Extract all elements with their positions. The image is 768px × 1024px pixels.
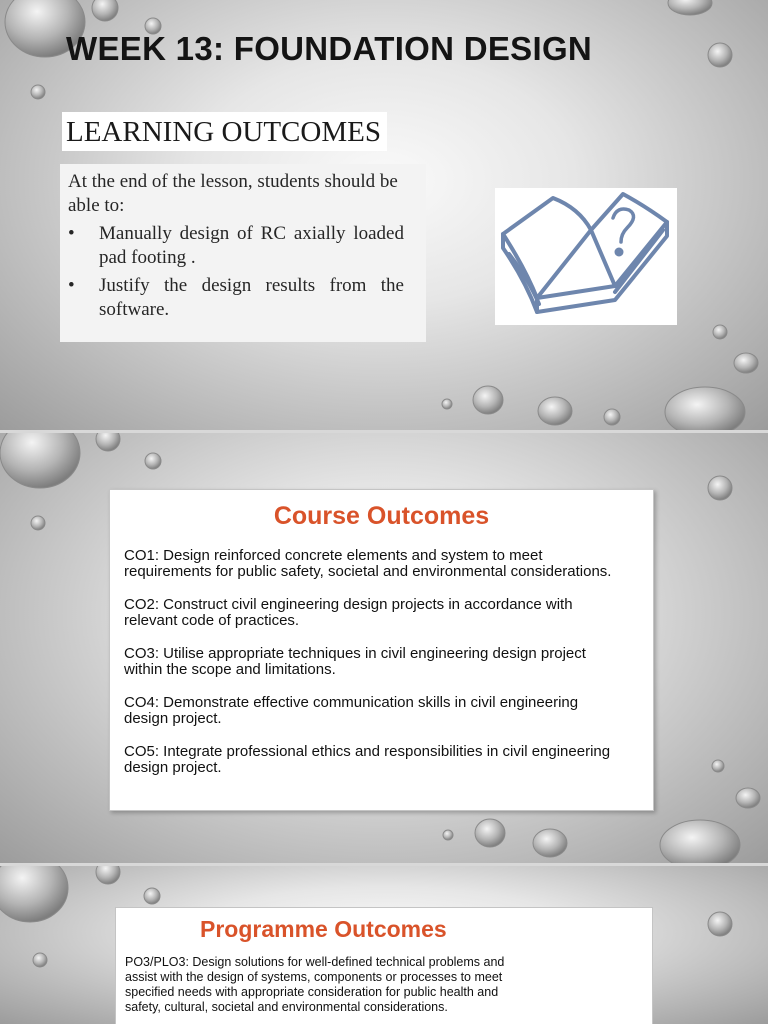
list-item: CO5: Integrate professional ethics and responsibilities in civil engineering design project. — [124, 743, 611, 776]
list-item: CO3: Utilise appropriate techniques in civil engineering design project within the scope and limitations. — [124, 645, 586, 678]
list-item — [68, 222, 404, 270]
book-question-icon — [495, 188, 677, 325]
learning-outcomes-heading: LEARNING OUTCOMES — [62, 112, 387, 151]
outcome-list — [68, 222, 404, 322]
list-item-text: Manually design of RC axially loaded pad footing . — [99, 223, 404, 268]
list-item — [68, 274, 404, 322]
course-outcomes-list — [124, 548, 624, 793]
course-outcomes-card — [109, 489, 654, 811]
course-outcomes-title: Course Outcomes — [273, 502, 490, 530]
slide-learning-outcomes — [0, 0, 768, 430]
list-item-text: Justify the design results from the software. — [99, 275, 404, 320]
book-question-panel — [495, 188, 677, 325]
bullet-icon: • — [68, 223, 75, 244]
list-item: CO1: Design reinforced concrete elements and system to meet requirements for public safety, societal and environmental considerations. — [124, 547, 612, 580]
learning-outcomes-box — [60, 164, 426, 342]
slide-title: WEEK 13: FOUNDATION DESIGN — [66, 30, 593, 67]
slide-programme-outcomes — [0, 866, 768, 1024]
programme-outcomes-card — [115, 907, 653, 1024]
slide-course-outcomes — [0, 433, 768, 863]
programme-outcome-text: PO3/PLO3: Design solutions for well-defined technical problems and assist with the design of systems, components or processes to meet specified needs with appropriate consideration for public health and safety, cultural, societal and environmental considerations. — [125, 955, 505, 1014]
programme-outcomes-title: Programme Outcomes — [200, 916, 447, 942]
list-item: CO2: Construct civil engineering design projects in accordance with relevant code of practices. — [124, 596, 573, 629]
bullet-icon: • — [68, 275, 75, 296]
intro-text: At the end of the lesson, students should be able to: — [68, 171, 398, 216]
list-item: CO4: Demonstrate effective communication skills in civil engineering design project. — [124, 694, 579, 727]
